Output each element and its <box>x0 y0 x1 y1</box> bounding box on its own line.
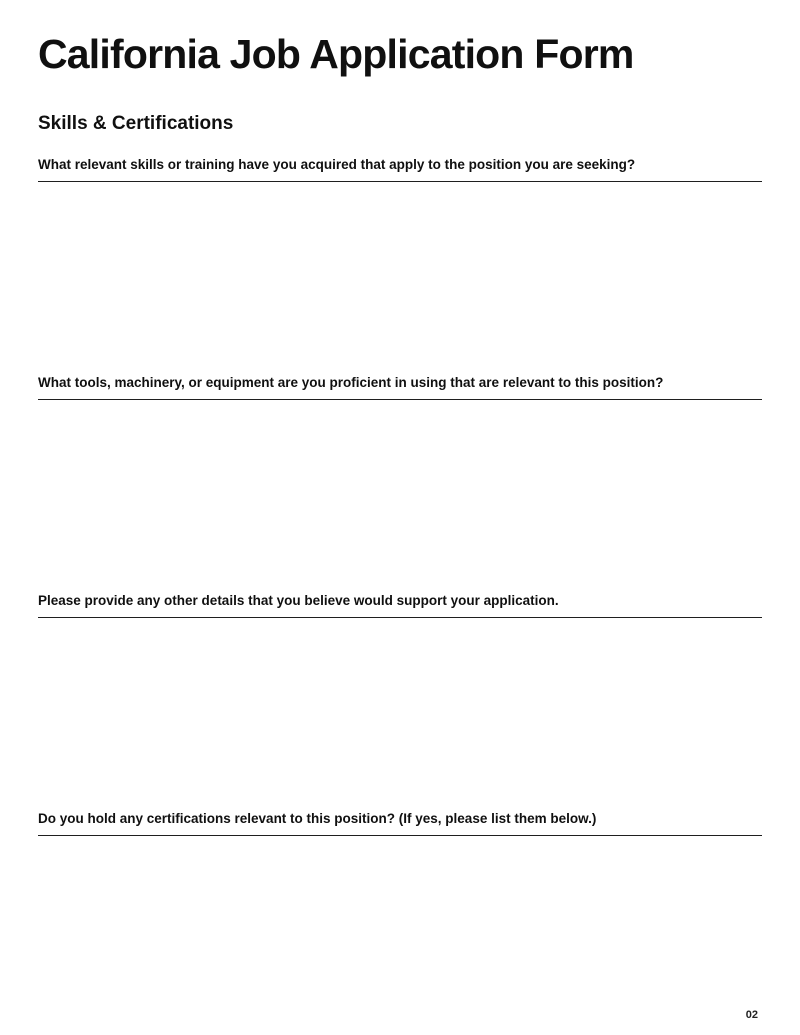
question-block-skills <box>38 156 762 374</box>
answer-area-certifications[interactable] <box>38 836 762 1028</box>
question-label-certifications: Do you hold any certifications relevant to this position? (If yes, please list them below.) <box>38 810 762 836</box>
question-label-other-details: Please provide any other details that you believe would support your application. <box>38 592 762 618</box>
questions-list <box>38 156 762 1028</box>
page-title: California Job Application Form <box>38 31 634 77</box>
section-heading: Skills & Certifications <box>38 113 234 135</box>
answer-area-tools[interactable] <box>38 400 762 592</box>
question-block-tools <box>38 374 762 592</box>
page-number: 02 <box>745 1009 758 1021</box>
question-label-skills: What relevant skills or training have you acquired that apply to the position you are seeking? <box>38 156 762 182</box>
question-label-tools: What tools, machinery, or equipment are you proficient in using that are relevant to this position? <box>38 374 762 400</box>
question-block-certifications <box>38 810 762 1028</box>
answer-area-skills[interactable] <box>38 182 762 374</box>
answer-area-other-details[interactable] <box>38 618 762 810</box>
question-block-other-details <box>38 592 762 810</box>
